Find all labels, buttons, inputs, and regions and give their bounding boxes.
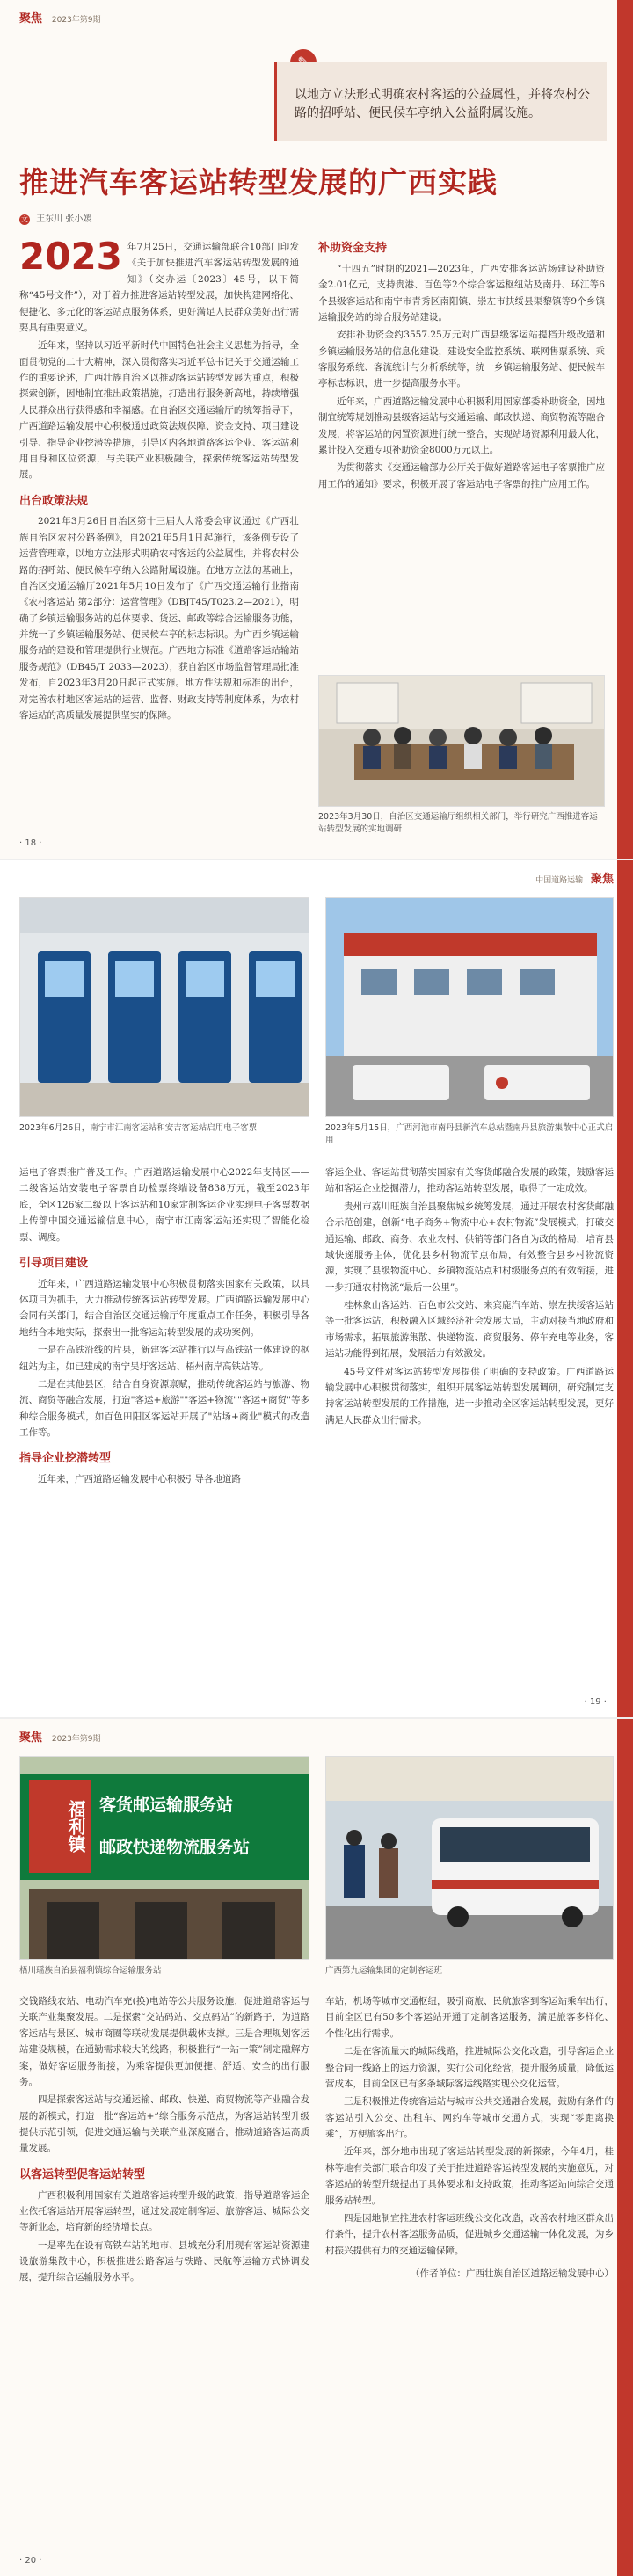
- issue-label: 2023年第9期: [51, 16, 101, 25]
- paragraph: “十四五”时期的2021—2023年，广西安排客运站场建设补助资金2.01亿元，支持贵港、百色等2个综合客运枢纽站及南丹、环江等6个县级客运站和南宁市青秀区南阳镇、崇左市扶绥县渠黎镇等9个乡镇运输服务站的综合服务站建设。: [318, 263, 605, 323]
- page-edge-band: [617, 860, 633, 1717]
- paragraph: 一是在高铁沿线的片县，新建客运站推行以与高铁站一体建设的枢纽站为主，如已建成的南宁吴圩客运站、梧州南岸高铁站等。: [19, 1345, 309, 1372]
- sign-line-1: 客货邮运输服务站: [99, 1796, 234, 1815]
- paragraph: 车站，机场等城市交通枢纽，吸引商旅、民航旅客到客运站乘车出行，目前全区已有50多个客运站开通了定制客运服务，满足旅客多样化、个性化出行需求。: [325, 1996, 614, 2039]
- column-left: [19, 1165, 309, 1490]
- paragraph: 三是积极推进传统客运站与城市公共交通融合发展，鼓励有条件的客运站引入公交、出租车、网约车等城市交通方式，实现“零距离换乘”，方便旅客出行。: [325, 2096, 614, 2139]
- paragraph: 桂林象山客运站、百色市公交站、来宾鹿汽车站、崇左扶绥客运站等一批客运站，积极融入区域经济社会发展大局，主动对接当地政府和市场需求，拓展旅游集散、快递物流、商贸服务、停车充电等业务，客运站功能得到拓展，发展活力有效激发。: [325, 1300, 614, 1360]
- author-affiliation: （作者单位：广西壮族自治区道路运输发展中心）: [411, 2268, 614, 2279]
- photo-ticket-machines: [19, 897, 309, 1117]
- page-number: · 19 ·: [584, 1697, 607, 1707]
- paragraph: 四是探索客运站与交通运输、邮政、快递、商贸物流等产业融合发展的新模式，打造一批“客运站+”综合服务示范点，为客运站转型升级提供示范引领，促进交通运输与关联产业深度融合，推动道路客运高质量发展。: [19, 2094, 309, 2154]
- magazine-brand: 聚焦: [19, 12, 43, 25]
- paragraph: 近年来，广西道路运输发展中心积极利用国家部委补助资金，因地制宜统筹规划推动县级客运站与交通运输、邮政快递、商贸物流等融合发展，将客运站的闲置资源进行统一整合，实现站场资源利用最大化，累计投入交通专项补助资金8000万元以上。: [318, 395, 605, 455]
- page-18: [0, 0, 633, 859]
- lead-text: 年7月25日，交通运输部联合10部门印发《关于加快推进汽车客运站转型发展的通知》（交办运〔2023〕45号，以下简称“45号文件”），对于着力推进客运站转型发展，加快构建网络化、便捷化、多元化的客运站点服务体系，更好满足人民群众美好出行需要具有重要意义。: [19, 242, 299, 333]
- photo-caption: 2023年5月15日，广西河池市南丹县新汽车总站暨南丹县旅游集散中心正式启用: [325, 1123, 614, 1145]
- custom-bus-illustration: [326, 1757, 614, 1960]
- page-number: · 20 ·: [19, 2556, 42, 2565]
- photo-service-station: [19, 1756, 309, 1960]
- photo-caption: 广西第九运输集团的定制客运班: [325, 1966, 443, 1976]
- paragraph: 客运企业、客运站贯彻落实国家有关客货邮融合发展的政策，鼓励客运站和客运企业挖掘潜力，推动客运站转型发展，取得了一定成效。: [325, 1167, 614, 1194]
- photo-bus-station: [325, 897, 614, 1117]
- column-right: [318, 239, 605, 494]
- paragraph: 近年来，部分地市出现了客运站转型发展的新探索，今年4月，桂林等地有关部门联合印发了关于推进道路客运转型发展的实施意见，对客运站的转型升级提出了具体要求和支持政策，推动客运站向综合交通服务站转型。: [325, 2146, 614, 2206]
- photo-caption: 2023年3月30日，自治区交通运输厅组织相关部门，举行研究广西推进客运站转型发展的实地调研: [318, 812, 598, 834]
- issue-label: 中国道路运输: [535, 876, 584, 885]
- lead-paragraph: [19, 235, 299, 336]
- column-right: [325, 1993, 614, 2283]
- issue-label: 2023年第9期: [51, 1735, 101, 1744]
- running-header: [535, 869, 614, 886]
- page-20: [0, 1717, 633, 2576]
- sign-town-name: 福利镇: [29, 1780, 91, 1873]
- paragraph: 近年来，广西道路运输发展中心积极贯彻落实国家有关政策，以具体项目为抓手，大力推动传统客运站转型发展。广西道路运输发展中心会同有关部门，结合自治区交通运输厅年度重点工作任务，积极引导各地结合本地实际，探索出一批客运站转型发展的成功案例。: [19, 1278, 309, 1338]
- paragraph: 近年来，坚持以习近平新时代中国特色社会主义思想为指导，全面贯彻党的二十大精神，深入贯彻落实习近平总书记关于交通运输工作的重要论述，广西壮族自治区以推动客运站转型发展为重点，积极探索创新，因地制宜推出政策措施，打造出行服务新高地，持续增强人民群众出行获得感和幸福感。在自治区交通运输厅的统筹指导下，广西道路运输发展中心积极通过政策法规保障、资金支持、项目建设引导、指导企业挖潜等措施，引导区内各地道路客运企业、客运站利用自身和区位资源，与关联产业积极融合，探索传统客运站转型发展。: [19, 340, 299, 481]
- paragraph: 广西积极利用国家有关道路客运转型升级的政策，指导道路客运企业依托客运站开展客运转型，通过发展定制客运、旅游客运、城际公交等新业态，培育新的经济增长点。: [19, 2189, 309, 2233]
- paragraph: 贵州市荔川旺族自治县聚焦城乡统筹发展，通过开展农村客货邮融合示范创建，创新“电子商务+物流中心+农村物流”发展模式，打破交通运输、邮政、商务、农业农村、供销等部门各自为政的格局，培育县域快递服务主体，优化县乡村物流节点布局，有效整合县乡村物流资源，实现了县级物流中心、乡镇物流站点和村级服务点的有效衔接，进一步打通农村物流“最后一公里”。: [325, 1201, 614, 1293]
- photo-custom-bus: [325, 1756, 614, 1960]
- sign-line-2: 邮政快递物流服务站: [99, 1838, 251, 1857]
- page-edge-band: [617, 1719, 633, 2576]
- bus-station-illustration: [326, 898, 614, 1117]
- authors: [19, 211, 91, 225]
- photo-caption: 梧川瑶族自治县福利镇综合运输服务站: [19, 1966, 162, 1976]
- column-right: [325, 1165, 614, 1430]
- meeting-illustration: [319, 676, 605, 807]
- paragraph: 一是率先在设有高铁车站的地市、县城充分利用现有客运站资源建设旅游集散中心，积极推进公路客运与铁路、民航等运输方式协调发展，提升综合运输服务水平。: [19, 2239, 309, 2283]
- paragraph: 运电子客票推广普及工作。广西道路运输发展中心2022年支持区——二级客运站安装电子客票自助检票终端设备838万元，截至2023年底，全区126家二级以上客运站和10家定制客运企业实现电子客票数据上传部中国交通运输信息中心，南宁市江南客运站还实现了智能化检票、调度。: [19, 1167, 309, 1243]
- paragraph: 2021年3月26日自治区第十三届人大常委会审议通过《广西壮族自治区农村公路条例》，自2021年5月1日起施行，该条例专设了运营管理章，以地方立法形式明确农村客运的公益属性，并将农村公路的招呼站、便民候车亭纳入公路附属设施。在地方立法的基础上，自治区交通运输厅2021年5月10日发布了《广西交通运输行业指南《农村客运站 第2部分：运营管理》（DBJT45/T023.2—2021），明确了乡镇运输服务站的总体要求、货运、邮政等综合运输服务功能，并统一了乡镇运输服务站、便民候车亭的标志标识。为广西乡镇运输服务站的建设和管理提供行业规范。广西地方标准《道路客运站输站服务规范》（DB45/T 2033—2023），获自治区市场监督管理局批准发布，自2023年3月20日起正式实施。地方性法规和标准的出台，对完善农村地区客运站的运营、监督、财政支持等制度体系，为农村客运站的高质量发展提供坚实的保障。: [19, 516, 299, 721]
- paragraph: 近年来，广西道路运输发展中心积极引导各地道路: [38, 1474, 241, 1485]
- page-19: [0, 859, 633, 1717]
- article-title: 推进汽车客运站转型发展的广西实践: [19, 165, 498, 200]
- paragraph: 安排补助资金约3557.25万元对广西县级客运站提档升级改造和乡镇运输服务站的信息化建设，建设安全监控系统、联网售票系统、乘客服务系统、客流统计与分析系统等，统一乡镇运输服务站、便民候车亭标志标识，进一步提高服务水平。: [318, 330, 605, 389]
- page-number: · 18 ·: [19, 838, 42, 848]
- running-header: [19, 9, 101, 25]
- paragraph: 四是因地制宜推进农村客运班线公交化改造，改善农村地区群众出行条件，提升农村客运服务品质，促进城乡交通运输一体化发展，为乡村振兴提供有力的交通运输保障。: [325, 2212, 614, 2256]
- column-left: [19, 235, 299, 725]
- section-title: 以客运转型促客运站转型: [19, 2167, 146, 2181]
- photo-meeting: [318, 675, 605, 807]
- section-title: 指导企业挖潜转型: [19, 1452, 112, 1466]
- section-title: 补助资金支持: [318, 242, 388, 255]
- lead-year: 2023: [19, 235, 122, 278]
- paragraph: 为贯彻落实《交通运输部办公厅关于做好道路客运电子客票推广应用工作的通知》要求，积极开展了客运站电子客票的推广应用工作。: [318, 462, 605, 490]
- section-title: 出台政策法规: [19, 494, 89, 508]
- column-left: [19, 1993, 309, 2288]
- paragraph: 交钱路线农站、电动汽车充(换)电站等公共服务设施，促进道路客运与关联产业集聚发展。二是探索“交站码站、交点码站”的新路子，为道路客运站与景区、城市商圈等联动发展提供载体支撑。三是合理规划客运站建设规模，在通勤需求较大的线路，积极推行“一站一策”制定融解方案，做好客运服务衔接，为乘客提供更加便捷、舒适、安全的出行服务。: [19, 1996, 309, 2087]
- page-edge-band: [617, 0, 633, 859]
- magazine-brand: 聚焦: [590, 873, 614, 886]
- photo-caption: 2023年6月26日，南宁市江南客运站和安吉客运站启用电子客票: [19, 1123, 258, 1133]
- section-title: 引导项目建设: [19, 1256, 89, 1270]
- running-header: [19, 1728, 101, 1745]
- ticket-hall-illustration: [20, 898, 309, 1117]
- paragraph: 二是在其他县区，结合自身资源禀赋，推动传统客运站与旅游、物流、商贸等融合发展，打造"客运+旅游""客运+物流""客运+商贸"等多种综合服务模式，如百色田阳区客运站开展了"站场+商业"模式的改造工作等。: [19, 1378, 309, 1438]
- pullquote: 以地方立法形式明确农村客运的公益属性，并将农村公路的招呼站、便民候车亭纳入公益附属设施。: [274, 62, 607, 141]
- paragraph: 二是在客流量大的城际线路，推进城际公交化改造，引导客运企业整合同一线路上的运力资源，实行公司化经营，提升服务质量，降低运营成本，目前全区已有多条城际客运线路实现公交化运营。: [325, 2046, 614, 2089]
- authors-text: 王东川 张小媛: [36, 214, 92, 224]
- magazine-brand: 聚焦: [19, 1731, 43, 1745]
- author-icon: 文: [21, 215, 28, 223]
- paragraph: 45号文件对客运站转型发展提供了明确的支持政策。广西道路运输发展中心积极贯彻落实，组织开展客运站转型发展调研，研究制定支持客运站转型发展的工作措施，进一步推动全区客运站转型发展，更好满足人民群众出行需求。: [325, 1366, 614, 1426]
